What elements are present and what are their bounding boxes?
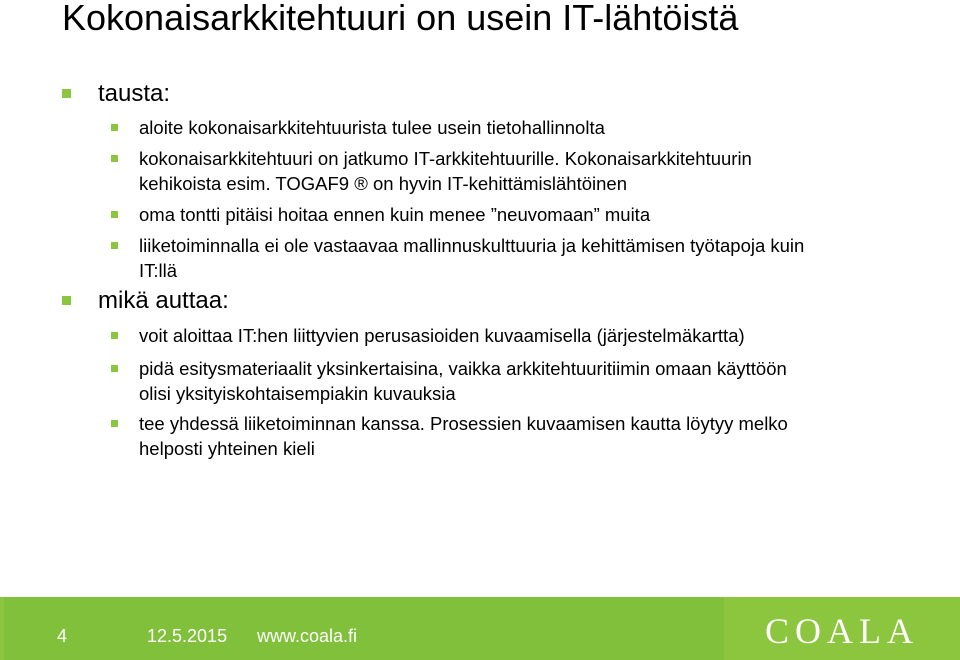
footer-date: 12.5.2015 xyxy=(147,626,228,646)
list-item-text: aloite kokonaisarkkitehtuurista tulee usein tietohallinnolta xyxy=(139,117,605,138)
list-item-text-line1: kokonaisarkkitehtuuri on jatkumo IT-arkkitehtuurille. Kokonaisarkkitehtuurin xyxy=(139,148,752,169)
square-bullet-icon xyxy=(111,420,118,427)
footer-panel xyxy=(4,597,724,660)
slide-title: Kokonaisarkkitehtuuri on usein IT-lähtöistä xyxy=(62,0,739,38)
square-bullet-icon xyxy=(111,332,118,339)
footer-url[interactable]: www.coala.fi xyxy=(257,626,358,646)
list-item-text-line1: tee yhdessä liiketoiminnan kanssa. Prosessien kuvaamisen kautta löytyy melko xyxy=(139,413,788,434)
list-item-text-line2: helposti yhteinen kieli xyxy=(139,438,315,459)
list-item-text-line1: pidä esitysmateriaalit yksinkertaisina, vaikka arkkitehtuuritiimin omaan käyttöön xyxy=(139,358,787,379)
square-bullet-icon xyxy=(111,211,118,218)
square-bullet-icon xyxy=(111,155,118,162)
list-item-text: voit aloittaa IT:hen liittyvien perusasioiden kuvaamisella (järjestelmäkartta) xyxy=(139,325,745,346)
section-heading-text: mikä auttaa: xyxy=(98,287,229,314)
section-heading-text: tausta: xyxy=(98,80,171,107)
list-item-text-line2: IT:llä xyxy=(139,260,178,281)
list-item-text-line2: kehikoista esim. TOGAF9 ® on hyvin IT-kehittämislähtöinen xyxy=(139,173,627,194)
square-bullet-icon xyxy=(62,89,71,98)
square-bullet-icon xyxy=(111,124,118,131)
list-item-text-line1: liiketoiminnalla ei ole vastaavaa mallinnuskulttuuria ja kehittämisen työtapoja kuin xyxy=(139,235,805,256)
coala-logo: COALA xyxy=(765,611,919,651)
page-number: 4 xyxy=(57,626,68,646)
list-item-text: oma tontti pitäisi hoitaa ennen kuin menee ”neuvomaan” muita xyxy=(139,204,651,225)
square-bullet-icon xyxy=(62,296,71,305)
square-bullet-icon xyxy=(111,242,118,249)
square-bullet-icon xyxy=(111,365,118,372)
list-item-text-line2: olisi yksityiskohtaisempiakin kuvauksia xyxy=(139,383,456,404)
